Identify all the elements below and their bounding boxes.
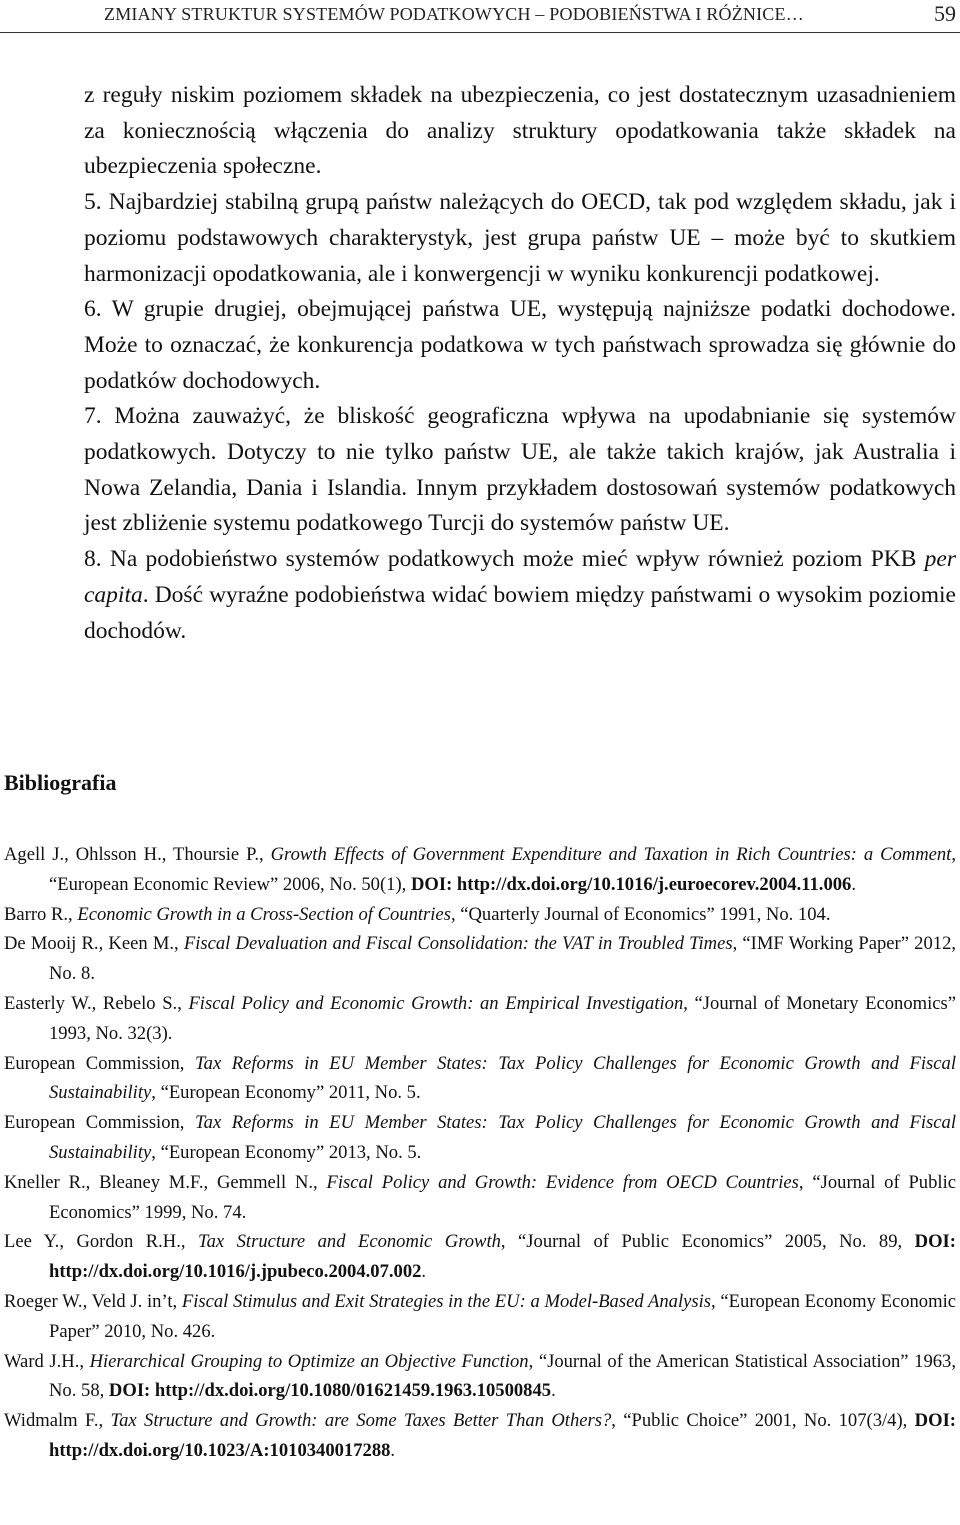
ref-end: . <box>421 1261 427 1283</box>
ref-source: , “Journal of the American Statistical Association” 1963, No. 58, <box>49 1350 956 1402</box>
header-rule <box>0 32 960 33</box>
ref-source: , “Journal of Public Economics” 1999, No. 74. <box>49 1171 956 1223</box>
ref-doi: DOI: http://dx.doi.org/10.1080/01621459.1963.10500845 <box>108 1380 552 1402</box>
reference-entry <box>4 1108 956 1168</box>
item-8-italic: per capita <box>84 546 956 608</box>
conclusion-item-7: 7. Można zauważyć, że bliskość geograficzna wpływa na upodabnianie się systemów podatkowych. Dotyczy to nie tylko państw UE, ale także takich krajów, jak Australia i Nowa Zelandia, Dania i Islandia. Innym przykładem dostosowań systemów podatkowych jest zbliżenie systemu podatkowego Turcji do systemów państw UE. <box>84 403 956 537</box>
ref-doi: DOI: http://dx.doi.org/10.1023/A:1010340017288 <box>49 1410 956 1461</box>
ref-source: , “European Economy” 2013, No. 5. <box>151 1141 422 1163</box>
ref-title: Hierarchical Grouping to Optimize an Objective Function <box>89 1350 529 1372</box>
ref-title: Tax Structure and Economic Growth <box>197 1231 501 1253</box>
running-head: ZMIANY STRUKTUR SYSTEMÓW PODATKOWYCH – PODOBIEŃSTWA I RÓŻNICE… <box>104 4 804 24</box>
ref-source: , “Quarterly Journal of Economics” 1991, No. 104. <box>450 903 831 925</box>
reference-entry <box>4 929 956 989</box>
ref-title: Fiscal Policy and Growth: Evidence from OECD Countries <box>326 1171 799 1193</box>
reference-entry <box>4 1049 956 1109</box>
ref-authors: Widmalm F., <box>4 1410 111 1432</box>
ref-authors: De Mooij R., Keen M., <box>4 933 184 955</box>
conclusion-item-6: 6. W grupie drugiej, obejmującej państwa UE, występują najniższe podatki dochodowe. Może to oznaczać, że konkurencja podatkowa w tych państwach sprowadza się głównie do podatków dochodowych. <box>84 296 956 394</box>
ref-end: . <box>551 1380 556 1402</box>
ref-title: Tax Reforms in EU Member States: Tax Policy Challenges for Economic Growth and Fiscal Sustainability <box>49 1112 956 1163</box>
ref-authors: Agell J., Ohlsson H., Thoursie P., <box>4 844 271 865</box>
item-8-text-end: . Dość wyraźne podobieństwa widać bowiem między państwami o wysokim poziomie dochodów. <box>84 581 956 644</box>
ref-authors: European Commission, <box>4 1052 196 1074</box>
ref-authors: Roeger W., Veld J. in’t, <box>4 1290 182 1312</box>
ref-title: Fiscal Stimulus and Exit Strategies in the EU: a Model-Based Analysis <box>181 1290 712 1312</box>
reference-entry <box>4 1168 956 1228</box>
ref-end: . <box>851 873 856 895</box>
ref-authors: Kneller R., Bleaney M.F., Gemmell N., <box>4 1171 327 1193</box>
bibliography-heading: Bibliografia <box>4 770 117 795</box>
ref-source: , “European Economy Economic Paper” 2010, No. 426. <box>49 1290 956 1342</box>
reference-entry <box>4 1347 956 1407</box>
ref-authors: European Commission, <box>4 1112 196 1134</box>
ref-source: , “European Economic Review” 2006, No. 50(1), <box>49 844 957 895</box>
page-number: 59 <box>934 1 956 26</box>
ref-title: Tax Reforms in EU Member States: Tax Policy Challenges for Economic Growth and Fiscal Sustainability <box>49 1052 956 1104</box>
reference-entry <box>4 1227 956 1287</box>
ref-source: , “Public Choice” 2001, No. 107(3/4), <box>611 1410 915 1432</box>
ref-title: Fiscal Devaluation and Fiscal Consolidation: the VAT in Troubled Times <box>183 933 733 955</box>
ref-authors: Barro R., <box>4 903 78 925</box>
reference-entry <box>4 1406 956 1466</box>
ref-doi: DOI: http://dx.doi.org/10.1016/j.euroecorev.2004.11.006 <box>410 873 852 895</box>
body-text <box>84 78 956 649</box>
ref-source: , “European Economy” 2011, No. 5. <box>151 1082 421 1104</box>
continuation-paragraph: z reguły niskim poziomem składek na ubezpieczenia, co jest dostatecznym uzasadnieniem za koniecznością włączenia do analizy struktury opodatkowania także składek na ubezpieczenia społeczne. <box>84 82 956 180</box>
ref-title: Economic Growth in a Cross-Section of Countries <box>77 903 451 925</box>
ref-source: , “Journal of Public Economics” 2005, No. 89, <box>500 1231 915 1253</box>
ref-source: , “IMF Working Paper” 2012, No. 8. <box>49 933 957 985</box>
ref-source: , “Journal of Monetary Economics” 1993, No. 32(3). <box>49 992 956 1044</box>
reference-entry <box>4 1287 956 1347</box>
ref-title: Tax Structure and Growth: are Some Taxes Better Than Others? <box>110 1410 612 1432</box>
ref-end: . <box>390 1439 396 1461</box>
bibliography-list <box>4 840 956 1466</box>
item-8-text: 8. Na podobieństwo systemów podatkowych może mieć wpływ również poziom PKB <box>84 546 925 573</box>
reference-entry <box>4 900 956 930</box>
conclusion-item-5: 5. Najbardziej stabilną grupą państw należących do OECD, tak pod względem składu, jak i poziomu podstawowych charakterystyk, jest grupa państw UE – może być to skutkiem harmonizacji opodatkowania, ale i konwergencji w wyniku konkurencji podatkowej. <box>84 189 956 287</box>
ref-doi: DOI: http://dx.doi.org/10.1016/j.jpubeco.2004.07.002 <box>49 1231 956 1283</box>
ref-authors: Ward J.H., <box>4 1350 90 1372</box>
conclusion-item-8 <box>84 542 956 649</box>
page-header <box>0 0 960 34</box>
ref-authors: Lee Y., Gordon R.H., <box>4 1231 198 1253</box>
ref-title: Fiscal Policy and Economic Growth: an Empirical Investigation <box>188 992 684 1014</box>
reference-entry <box>4 989 956 1049</box>
ref-authors: Easterly W., Rebelo S., <box>4 992 189 1014</box>
ref-title: Growth Effects of Government Expenditure and Taxation in Rich Countries: a Comment <box>270 844 952 865</box>
reference-entry <box>4 840 956 900</box>
